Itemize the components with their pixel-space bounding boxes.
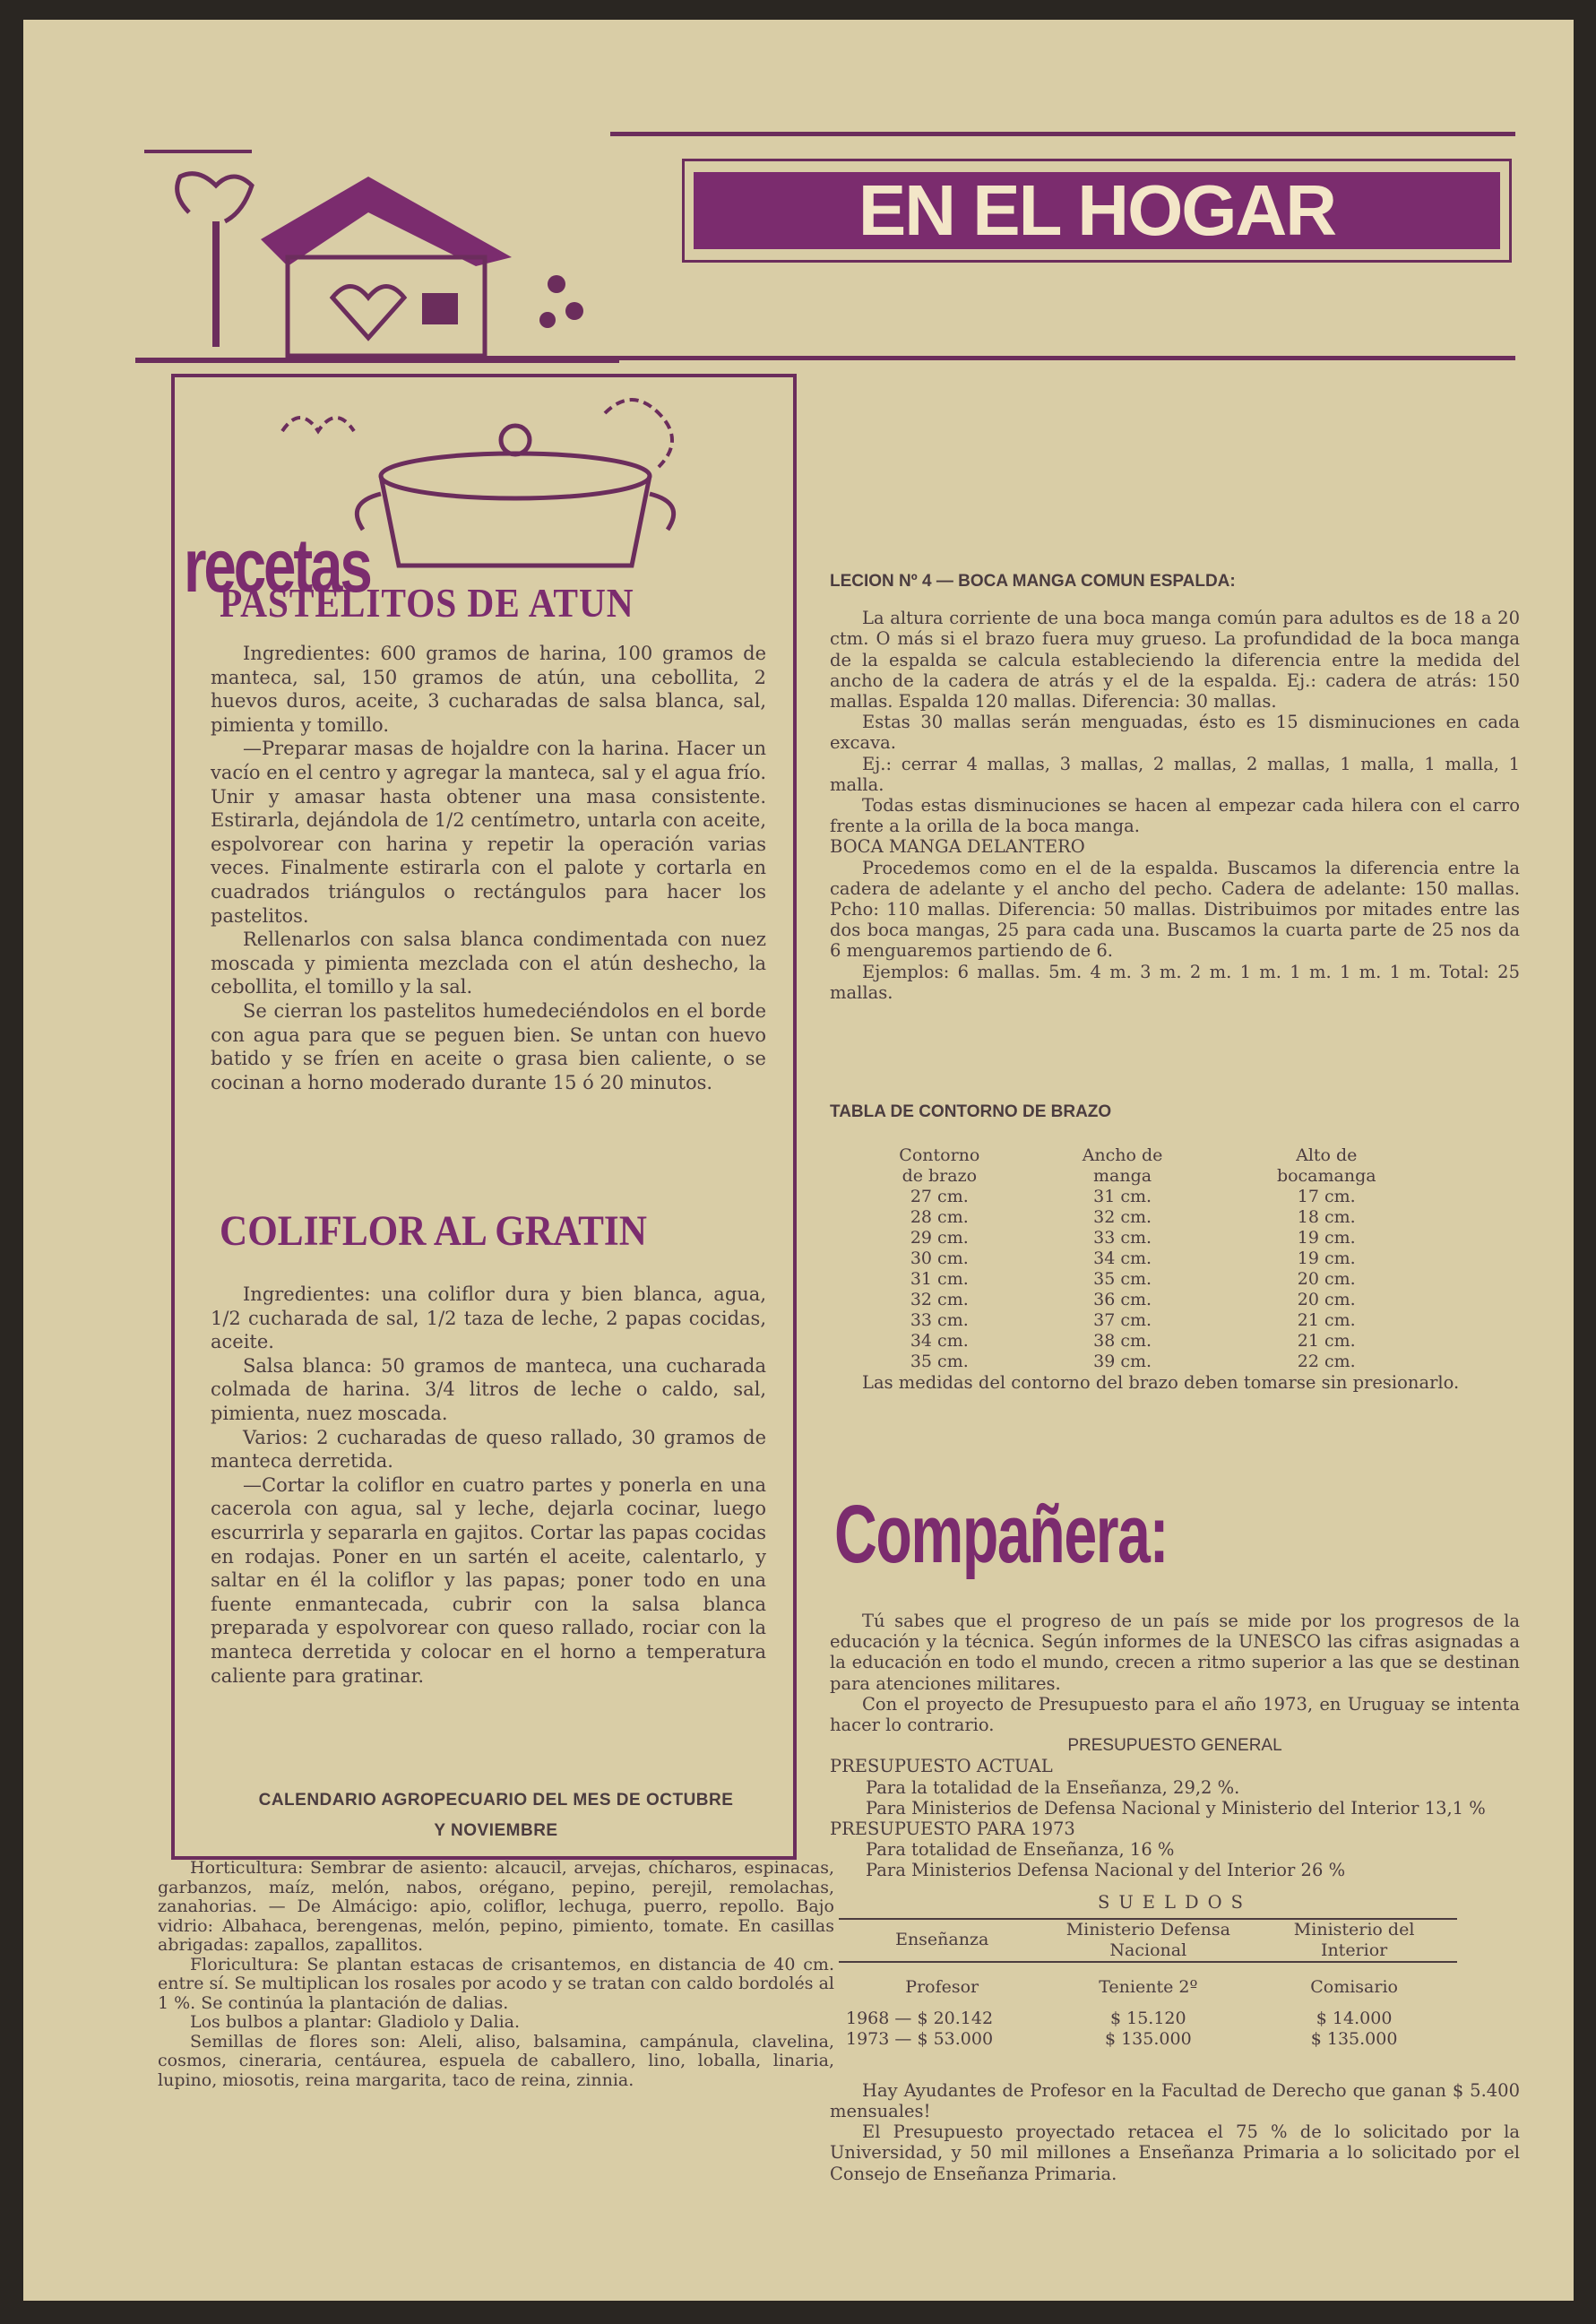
header-line: de brazo xyxy=(902,1166,978,1187)
recipe1-body xyxy=(211,642,766,1094)
salary-table xyxy=(839,1918,1457,2050)
page-frame xyxy=(73,69,1533,2256)
table-cell: 32 cm. xyxy=(910,1290,969,1310)
salary-value: $ 15.120 xyxy=(1110,2008,1186,2028)
table-row xyxy=(848,1207,1439,1228)
recipes-box xyxy=(171,374,797,1860)
salary-col-header: Ministerio Defensa Nacional xyxy=(1065,1919,1230,1960)
table-cell: 39 cm. xyxy=(1093,1352,1152,1372)
header-line: Alto de xyxy=(1296,1145,1358,1166)
table-row xyxy=(848,1187,1439,1207)
companera-section xyxy=(830,1611,1520,2184)
table-cell: 34 cm. xyxy=(910,1331,969,1352)
recipe1-paragraph: Ingredientes: 600 gramos de harina, 100 gramos de manteca, sal, 150 gramos de atún, una cebollita, 2 huevos duros, aceite, 3 cucharadas de salsa blanca, sal, pimienta y tomillo. xyxy=(211,643,766,736)
table-cell: 19 cm. xyxy=(1297,1228,1356,1248)
table-header xyxy=(1031,1145,1214,1187)
table-cell: 31 cm. xyxy=(910,1269,969,1290)
recipes-box-top-rule xyxy=(171,374,793,377)
calendario-paragraph: Los bulbos a plantar: Gladiolo y Dalia. xyxy=(190,2012,521,2032)
recipe1-paragraph: —Preparar masas de hojaldre con la harina. Hacer un vacío en el centro y agregar la manteca, sal y el agua frío. Unir y amasar hasta obtener una masa consistente. Estirarla, dejándola de 1/2 centímetro, untarla con aceite, espolvorear con harina y repetir la operación varias veces. Finalmente estirarla con el palote y cortarla en cuadrados triángulos o rectángulos para hacer los pastelitos. xyxy=(211,738,766,927)
table-row xyxy=(848,1290,1439,1310)
leccion-subheading: BOCA MANGA DELANTERO xyxy=(830,836,1085,858)
table-cell: 21 cm. xyxy=(1297,1310,1356,1331)
salary-row xyxy=(839,1998,1457,2029)
tabla-note: Las medidas del contorno del brazo deben tomarse sin presionarlo. xyxy=(862,1372,1460,1394)
salary-role: Teniente 2º xyxy=(1099,1976,1198,1997)
recipe1-title: PASTELITOS DE ATUN xyxy=(220,580,634,626)
recetas-label: recetas xyxy=(184,523,370,608)
salary-value: $ 53.000 xyxy=(917,2028,994,2049)
salary-cell xyxy=(839,2029,1045,2050)
table-cell: 29 cm. xyxy=(910,1228,969,1248)
calendario-title xyxy=(158,1785,834,1846)
calendario-section xyxy=(158,1785,834,2090)
table-cell: 28 cm. xyxy=(910,1207,969,1228)
leccion-paragraph: Ej.: cerrar 4 mallas, 3 mallas, 2 mallas, 2 mallas, 1 malla, 1 malla, 1 malla. xyxy=(830,753,1520,795)
salary-year: 1973 — xyxy=(846,2028,912,2049)
table-cell: 33 cm. xyxy=(1093,1228,1152,1248)
leccion-section xyxy=(830,571,1520,1003)
recipe1-paragraph: Rellenarlos con salsa blanca condimentada con nuez moscada y pimienta mezclada con el atún deshecho, la cebollita, el tomillo y la sal. xyxy=(211,929,766,998)
companera-footnote: Hay Ayudantes de Profesor en la Facultad de Derecho que ganan $ 5.400 mensuales! xyxy=(830,2079,1520,2122)
table-cell: 35 cm. xyxy=(1093,1269,1152,1290)
recipe1-paragraph: Se cierran los pastelitos humedeciéndolos en el borde con agua para que se peguen bien. Se untan con huevo batido y se fríen en aceite o grasa bien caliente, o se cocinan a horno moderado durante 15 ó 20 minutos. xyxy=(211,999,766,1093)
calendario-title-line2: Y NOVIEMBRE xyxy=(434,1821,558,1840)
masthead-box xyxy=(682,159,1512,263)
table-cell: 20 cm. xyxy=(1297,1269,1356,1290)
recipe2-body xyxy=(211,1283,766,1688)
table-header xyxy=(1214,1145,1439,1187)
recipe2-paragraph: —Cortar la coliflor en cuatro partes y ponerla en una cacerola con agua, sal y leche, dejarla cocinar, luego escurrirla y separarla en gajitos. Cortar las papas cocidas en rodajas. Poner en un sartén el aceite, calentarlo, y saltar en él la coliflor y las papas; poner todo en una fuente enmantecada, cubrir con la salsa blanca preparada y espolvorear con queso rallado, rociar con la manteca derretida y colocar en el horno a temperatura caliente para gratinar. xyxy=(211,1473,766,1687)
leccion-paragraph: La altura corriente de una boca manga común para adultos es de 18 a 20 ctm. O más si el brazo fuera muy grueso. La profundidad de la boca manga de la espalda se calcula estableciendo la diferencia entre la medida del ancho de la cadera de atrás y el de la espalda. Ej.: cadera de atrás: 150 mallas. Espalda 120 mallas. Diferencia: 30 mallas. xyxy=(830,608,1520,713)
header-line: Contorno xyxy=(899,1145,980,1166)
presupuesto-actual-line: Para Ministerios de Defensa Nacional y Ministerio del Interior 13,1 % xyxy=(866,1797,1486,1819)
header-line: Ancho de xyxy=(1082,1145,1163,1166)
recipe2-paragraph: Varios: 2 cucharadas de queso rallado, 30 gramos de manteca derretida. xyxy=(211,1426,766,1473)
salary-value: $ 20.142 xyxy=(917,2008,994,2028)
companera-footnote: El Presupuesto proyectado retacea el 75 % de lo solicitado por la Universidad, y 50 mil millones a Enseñanza Primaria a lo solicitado por el Consejo de Enseñanza Primaria. xyxy=(830,2121,1520,2184)
measurement-table xyxy=(848,1145,1439,1372)
companera-title: Compañera: xyxy=(834,1489,1169,1580)
salary-value: $ 135.000 xyxy=(1104,2028,1192,2049)
table-cell: 35 cm. xyxy=(910,1352,969,1372)
house-illustration xyxy=(135,141,673,392)
table-cell: 30 cm. xyxy=(910,1248,969,1269)
companera-paragraph: Tú sabes que el progreso de un país se mide por los progresos de la educación y la técnica. Según informes de la UNESCO las cifras asignadas a la educación en todo el mundo, crecen a ritmo superior a las que se destinan para atenciones militares. xyxy=(830,1611,1520,1694)
section-title: EN EL HOGAR xyxy=(694,172,1500,249)
presupuesto-1973-heading: PRESUPUESTO PARA 1973 xyxy=(830,1819,1075,1840)
recipe2-paragraph: Salsa blanca: 50 gramos de manteca, una cucharada colmada de harina. 3/4 litros de leche o caldo, sal, pimienta, nuez moscada. xyxy=(211,1354,766,1424)
table-row xyxy=(848,1352,1439,1372)
table-cell: 27 cm. xyxy=(910,1187,969,1207)
salary-value: $ 135.000 xyxy=(1310,2028,1398,2049)
salary-row xyxy=(839,2029,1457,2050)
salary-role: Profesor xyxy=(905,1976,979,1997)
leccion-paragraph: Todas estas disminuciones se hacen al empezar cada hilera con el carro frente a la orilla de la boca manga. xyxy=(830,795,1520,837)
table-cell: 22 cm. xyxy=(1297,1352,1356,1372)
table-cell: 37 cm. xyxy=(1093,1310,1152,1331)
table-header xyxy=(848,1145,1031,1187)
salary-role: Comisario xyxy=(1310,1976,1398,1997)
table-cell: 21 cm. xyxy=(1297,1331,1356,1352)
table-cell: 33 cm. xyxy=(910,1310,969,1331)
leccion-paragraph: Ejemplos: 6 mallas. 5m. 4 m. 3 m. 2 m. 1 m. 1 m. 1 m. 1 m. Total: 25 mallas. xyxy=(830,961,1520,1003)
newspaper-page xyxy=(23,20,1574,2301)
leccion-paragraph: Procedemos como en el de la espalda. Buscamos la diferencia entre la cadera de adelante y el ancho del pecho. Cadera de adelante: 150 mallas. Pcho: 110 mallas. Diferencia: 50 mallas. Distribuimos por mitades entre las dos boca mangas, 25 para cada una. Buscamos la cuarta parte de 25 nos da 6 menguaremos partiendo de 6. xyxy=(830,857,1520,962)
table-cell: 31 cm. xyxy=(1093,1187,1152,1207)
tabla-title: TABLA DE CONTORNO DE BRAZO xyxy=(830,1102,1112,1121)
presupuesto-actual-heading: PRESUPUESTO ACTUAL xyxy=(830,1756,1053,1777)
presupuesto-general-heading: PRESUPUESTO GENERAL xyxy=(1067,1736,1282,1756)
calendario-title-line1: CALENDARIO AGROPECUARIO DEL MES DE OCTUBRE xyxy=(258,1791,734,1810)
recipe2-title: COLIFLOR AL GRATIN xyxy=(220,1207,647,1255)
table-cell: 38 cm. xyxy=(1093,1331,1152,1352)
table-row xyxy=(848,1310,1439,1331)
table-cell: 36 cm. xyxy=(1093,1290,1152,1310)
table-cell: 34 cm. xyxy=(1093,1248,1152,1269)
top-rule xyxy=(610,132,1515,136)
calendario-paragraph: Floricultura: Se plantan estacas de crisantemos, en distancia de 40 cm. entre sí. Se multiplican los rosales por acodo y se tratan con caldo bordolés al 1 %. Se continúa la plantación de dalias. xyxy=(158,1954,834,2013)
table-row xyxy=(848,1331,1439,1352)
salary-cell xyxy=(839,1998,1045,2029)
table-header-row xyxy=(848,1145,1439,1187)
salary-col-header: Ministerio del Interior xyxy=(1293,1919,1415,1960)
presupuesto-1973-line: Para totalidad de Enseñanza, 16 % xyxy=(866,1839,1175,1861)
header-line: manga xyxy=(1093,1166,1152,1187)
table-cell: 17 cm. xyxy=(1297,1187,1356,1207)
table-cell: 32 cm. xyxy=(1093,1207,1152,1228)
salary-header-row xyxy=(839,1919,1457,1962)
salary-role-row xyxy=(839,1962,1457,1998)
calendario-paragraph: Horticultura: Sembrar de asiento: alcaucil, arvejas, chícharos, espinacas, garbanzos, maíz, melón, nabos, orégano, pepino, perejil, remolachas, zanahorias. — De Almácigo: apio, coliflor, lechuga, puerro, repollo. Bajo vidrio: Albahaca, berengenas, melón, pepino, pimiento, tomate. En casillas abrigadas: zapallos, zapallitos. xyxy=(158,1858,834,1955)
recipe2-paragraph: Ingredientes: una coliflor dura y bien blanca, agua, 1/2 cucharada de sal, 1/2 taza de leche, 2 papas cocidas, aceite. xyxy=(211,1283,766,1353)
table-cell: 20 cm. xyxy=(1297,1290,1356,1310)
salary-value: $ 14.000 xyxy=(1316,2008,1393,2028)
salary-col-header: Enseñanza xyxy=(895,1930,989,1950)
leccion-paragraph: Estas 30 mallas serán menguadas, ésto es 15 disminuciones en cada excava. xyxy=(830,712,1520,754)
leccion-title: LECION Nº 4 — BOCA MANGA COMUN ESPALDA: xyxy=(830,572,1236,591)
table-row xyxy=(848,1248,1439,1269)
presupuesto-actual-line: Para la totalidad de la Enseñanza, 29,2 %. xyxy=(866,1776,1240,1798)
sueldos-heading: SUELDOS xyxy=(1098,1891,1252,1913)
table-cell: 18 cm. xyxy=(1297,1207,1356,1228)
table-row xyxy=(848,1269,1439,1290)
header-line: bocamanga xyxy=(1276,1166,1376,1187)
presupuesto-1973-line: Para Ministerios Defensa Nacional y del Interior 26 % xyxy=(866,1860,1346,1881)
salary-year: 1968 — xyxy=(846,2008,912,2028)
tabla-section xyxy=(830,1102,1520,1393)
companera-paragraph: Con el proyecto de Presupuesto para el año 1973, en Uruguay se intenta hacer lo contrario. xyxy=(830,1693,1520,1736)
calendario-paragraph: Semillas de flores son: Aleli, aliso, balsamina, campánula, clavelina, cosmos, cineraria, centáurea, espuela de caballero, lino, loballa, linaria, lupino, miosotis, reina margarita, taco de reina, zinnia. xyxy=(158,2031,834,2090)
table-cell: 19 cm. xyxy=(1297,1248,1356,1269)
table-row xyxy=(848,1228,1439,1248)
